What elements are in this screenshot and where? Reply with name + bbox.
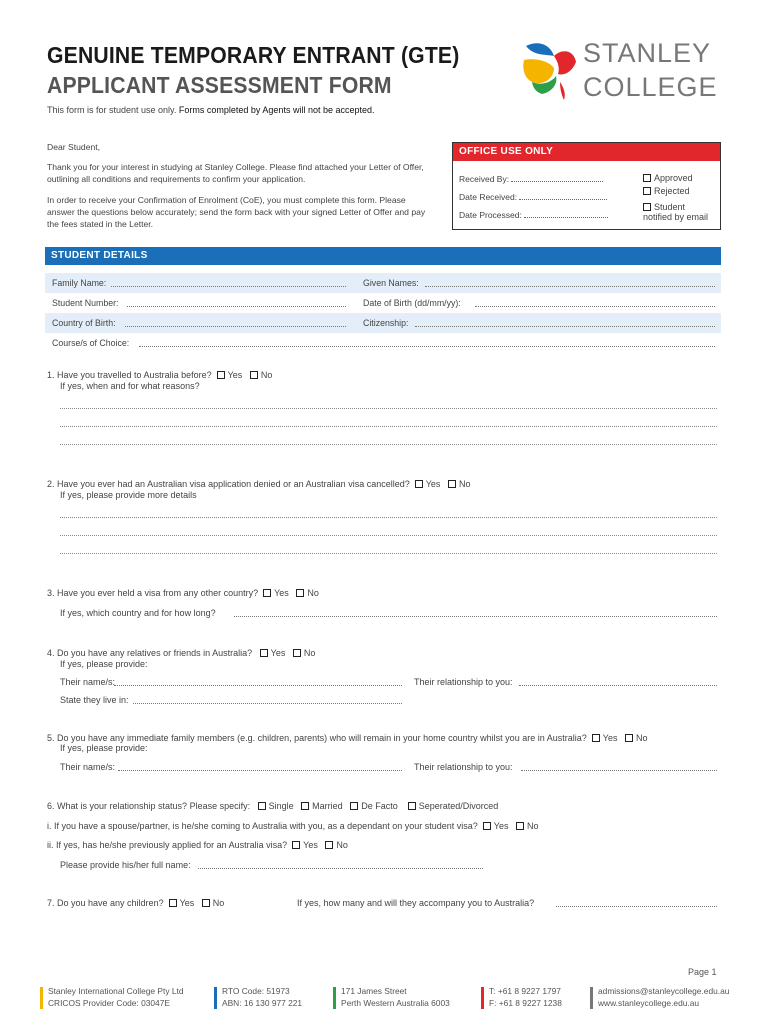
q6-married-label: Married: [312, 801, 343, 811]
question-2: [47, 479, 470, 489]
student-details-row-1: [45, 273, 721, 293]
usage-note-prefix: This form is for student use only.: [47, 105, 179, 115]
q4-names-label: Their name/s:: [60, 677, 116, 687]
q2-answer-line-2[interactable]: [60, 535, 717, 536]
approved-label: Approved: [654, 173, 693, 183]
family-name-label: Family Name:: [52, 278, 107, 288]
q6-single-checkbox[interactable]: [258, 802, 266, 810]
family-name-field[interactable]: [111, 286, 346, 287]
question-1: [47, 370, 272, 380]
footer-contact: [590, 985, 729, 1009]
q5-relationship-field[interactable]: [521, 770, 717, 771]
q4-relationship-field[interactable]: [519, 685, 717, 686]
usage-note: [47, 105, 375, 115]
footer-company: [40, 985, 183, 1009]
q5-no-label: No: [635, 733, 648, 743]
q1-yes-label: Yes: [227, 370, 243, 380]
question-5: [47, 733, 647, 743]
footer-city: Perth Western Australia 6003: [341, 998, 450, 1008]
date-received-field[interactable]: [459, 192, 607, 202]
q3-no-label: No: [307, 588, 319, 598]
question-6-ii-text: ii. If yes, has he/she previously applied for an Australia visa?: [47, 840, 288, 850]
q6-separated-checkbox[interactable]: [408, 802, 416, 810]
stanley-college-logo: [520, 38, 725, 108]
q3-yes-label: Yes: [274, 588, 289, 598]
student-details-row-3: [45, 313, 721, 333]
q7-no-checkbox[interactable]: [202, 899, 210, 907]
date-received-line[interactable]: [519, 192, 607, 200]
letter-salutation: Dear Student,: [47, 142, 101, 152]
footer-telephone: T: +61 8 9227 1797: [489, 986, 561, 996]
question-6: [47, 801, 498, 811]
q4-yes-checkbox[interactable]: [260, 649, 268, 657]
question-6-text: 6. What is your relationship status? Please specify:: [47, 801, 251, 811]
q4-no-label: No: [303, 648, 316, 658]
received-by-line[interactable]: [511, 174, 603, 182]
question-4-sub: If yes, please provide:: [60, 659, 148, 669]
received-by-field[interactable]: [459, 174, 603, 184]
letter-paragraph-1: Thank you for your interest in studying at Stanley College. Please find attached your Letter of Offer, outlining all conditions and requirements to confirm your application.: [47, 162, 424, 184]
office-use-heading: OFFICE USE ONLY: [453, 143, 720, 161]
footer-address: [333, 985, 450, 1009]
question-2-text: 2. Have you ever had an Australian visa application denied or an Australian visa cancelled?: [47, 479, 410, 489]
q6-defacto-label: De Facto: [361, 801, 398, 811]
q6-separated-label: Seperated/Divorced: [418, 801, 499, 811]
q2-yes-label: Yes: [425, 479, 441, 489]
rejected-checkbox[interactable]: [643, 187, 651, 195]
student-details-section: [45, 247, 721, 350]
footer-bar-red: [481, 987, 484, 1009]
country-of-birth-field[interactable]: [125, 326, 346, 327]
question-7-sub: If yes, how many and will they accompany you to Australia?: [297, 898, 535, 908]
date-processed-label: Date Processed:: [459, 210, 522, 220]
question-5-sub: If yes, please provide:: [60, 743, 148, 753]
q3-answer-line[interactable]: [234, 616, 717, 617]
student-details-row-4: [45, 333, 721, 350]
q5-yes-label: Yes: [602, 733, 618, 743]
q6-defacto-checkbox[interactable]: [350, 802, 358, 810]
q7-yes-checkbox[interactable]: [169, 899, 177, 907]
footer-street: 171 James Street: [341, 986, 407, 996]
usage-note-emphasis: Forms completed by Agents will not be accepted.: [178, 105, 375, 115]
country-of-birth-label: Country of Birth:: [52, 318, 116, 328]
q1-answer-line-2[interactable]: [60, 426, 717, 427]
footer-registration: [214, 985, 302, 1009]
student-details-heading: STUDENT DETAILS: [45, 247, 721, 265]
q1-answer-line-3[interactable]: [60, 444, 717, 445]
question-3-text: 3. Have you ever held a visa from any other country?: [47, 588, 259, 598]
student-details-row-2: [45, 293, 721, 313]
q5-names-label: Their name/s:: [60, 762, 116, 772]
logo-word-stanley: STANLEY: [583, 38, 712, 68]
office-use-box: [452, 142, 721, 230]
q4-names-field[interactable]: [114, 685, 402, 686]
course-field[interactable]: [139, 346, 715, 347]
question-1-sub: If yes, when and for what reasons?: [60, 381, 200, 391]
page-number: Page 1: [688, 967, 717, 977]
q5-no-checkbox[interactable]: [625, 734, 633, 742]
q6-single-label: Single: [268, 801, 294, 811]
footer-fax: F: +61 8 9227 1238: [489, 998, 562, 1008]
q6ii-yes-label: Yes: [303, 840, 318, 850]
q4-relationship-label: Their relationship to you:: [414, 677, 513, 687]
q2-yes-checkbox[interactable]: [415, 480, 423, 488]
approved-checkbox[interactable]: [643, 174, 651, 182]
question-3-sub: If yes, which country and for how long?: [60, 608, 216, 618]
footer-company-name: Stanley International College Pty Ltd: [48, 986, 184, 996]
question-2-sub: If yes, please provide more details: [60, 490, 197, 500]
student-notified-label: Student: [654, 202, 686, 212]
q5-relationship-label: Their relationship to you:: [414, 762, 513, 772]
question-7: [47, 898, 224, 908]
q6i-no-checkbox[interactable]: [516, 822, 524, 830]
q7-no-label: No: [212, 898, 225, 908]
q4-state-label: State they live in:: [60, 695, 129, 705]
footer-email[interactable]: admissions@stanleycollege.edu.au: [598, 986, 730, 996]
question-6-i-text: i. If you have a spouse/partner, is he/she coming to Australia with you, as a dependant on your student visa?: [47, 821, 478, 831]
q6ii-yes-checkbox[interactable]: [292, 841, 300, 849]
student-number-field[interactable]: [127, 306, 346, 307]
q1-no-label: No: [260, 370, 273, 380]
dob-label: Date of Birth (dd/mm/yy):: [363, 298, 461, 308]
citizenship-field[interactable]: [415, 326, 715, 327]
question-3: [47, 588, 319, 598]
student-notified-option[interactable]: [643, 202, 708, 222]
q6i-yes-checkbox[interactable]: [483, 822, 491, 830]
citizenship-label: Citizenship:: [363, 318, 409, 328]
given-names-label: Given Names:: [363, 278, 419, 288]
footer-bar-grey: [590, 987, 593, 1009]
letter-paragraph-2: In order to receive your Confirmation of Enrolment (CoE), you must complete this form. Please answer the questions below accurately; send the form back with your signed Letter of Offer and pay the fees stated in the Letter.: [47, 195, 426, 229]
footer-bar-green: [333, 987, 336, 1009]
footer-abn: ABN: 16 130 977 221: [222, 998, 303, 1008]
question-5-text: 5. Do you have any immediate family members (e.g. children, parents) who will remain in your home country whilst you are in Australia?: [47, 733, 587, 743]
form-title-line2: APPLICANT ASSESSMENT FORM: [47, 72, 392, 98]
date-processed-field[interactable]: [459, 210, 608, 220]
question-4-text: 4. Do you have any relatives or friends in Australia?: [47, 648, 253, 658]
q6-married-checkbox[interactable]: [301, 802, 309, 810]
q3-yes-checkbox[interactable]: [263, 589, 271, 597]
footer-cricos: CRICOS Provider Code: 03047E: [48, 998, 170, 1008]
question-6-ii: [47, 840, 348, 850]
q7-answer-field[interactable]: [556, 906, 717, 907]
q2-no-label: No: [458, 479, 471, 489]
logo-word-college: COLLEGE: [583, 72, 718, 102]
question-4: [47, 648, 315, 658]
q6ii-no-label: No: [336, 840, 348, 850]
rejected-option[interactable]: [643, 186, 690, 196]
logo-mark-icon: [520, 38, 578, 108]
student-notified-checkbox[interactable]: [643, 203, 651, 211]
q6-full-name-field[interactable]: [198, 868, 483, 869]
q7-yes-label: Yes: [179, 898, 195, 908]
course-label: Course/s of Choice:: [52, 338, 130, 348]
student-notified-label-2: notified by email: [643, 212, 709, 222]
q4-state-field[interactable]: [133, 703, 402, 704]
q1-no-checkbox[interactable]: [250, 371, 258, 379]
student-number-label: Student Number:: [52, 298, 119, 308]
question-7-text: 7. Do you have any children?: [47, 898, 164, 908]
q5-yes-checkbox[interactable]: [592, 734, 600, 742]
footer-bar-blue: [214, 987, 217, 1009]
q6ii-no-checkbox[interactable]: [325, 841, 333, 849]
footer-bar-yellow: [40, 987, 43, 1009]
form-title-line1: GENUINE TEMPORARY ENTRANT (GTE): [47, 42, 460, 68]
q4-yes-label: Yes: [270, 648, 286, 658]
footer-phone: [481, 985, 562, 1009]
footer-rto: RTO Code: 51973: [222, 986, 290, 996]
date-received-label: Date Received:: [459, 192, 518, 202]
dob-field[interactable]: [475, 306, 715, 307]
given-names-field[interactable]: [425, 286, 715, 287]
q4-no-checkbox[interactable]: [293, 649, 301, 657]
footer-website[interactable]: www.stanleycollege.edu.au: [598, 998, 700, 1008]
q2-no-checkbox[interactable]: [448, 480, 456, 488]
rejected-label: Rejected: [654, 186, 690, 196]
q1-answer-line-1[interactable]: [60, 408, 717, 409]
approved-option[interactable]: [643, 173, 693, 183]
question-6-i: [47, 821, 539, 831]
received-by-label: Received By:: [459, 174, 510, 184]
q5-names-field[interactable]: [118, 770, 402, 771]
question-1-text: 1. Have you travelled to Australia before?: [47, 370, 212, 380]
q6i-yes-label: Yes: [493, 821, 509, 831]
q2-answer-line-3[interactable]: [60, 553, 717, 554]
q2-answer-line-1[interactable]: [60, 517, 717, 518]
date-processed-line[interactable]: [524, 210, 608, 218]
q6i-no-label: No: [526, 821, 539, 831]
q1-yes-checkbox[interactable]: [217, 371, 225, 379]
q6-full-name-label: Please provide his/her full name:: [60, 860, 191, 870]
q3-no-checkbox[interactable]: [296, 589, 304, 597]
